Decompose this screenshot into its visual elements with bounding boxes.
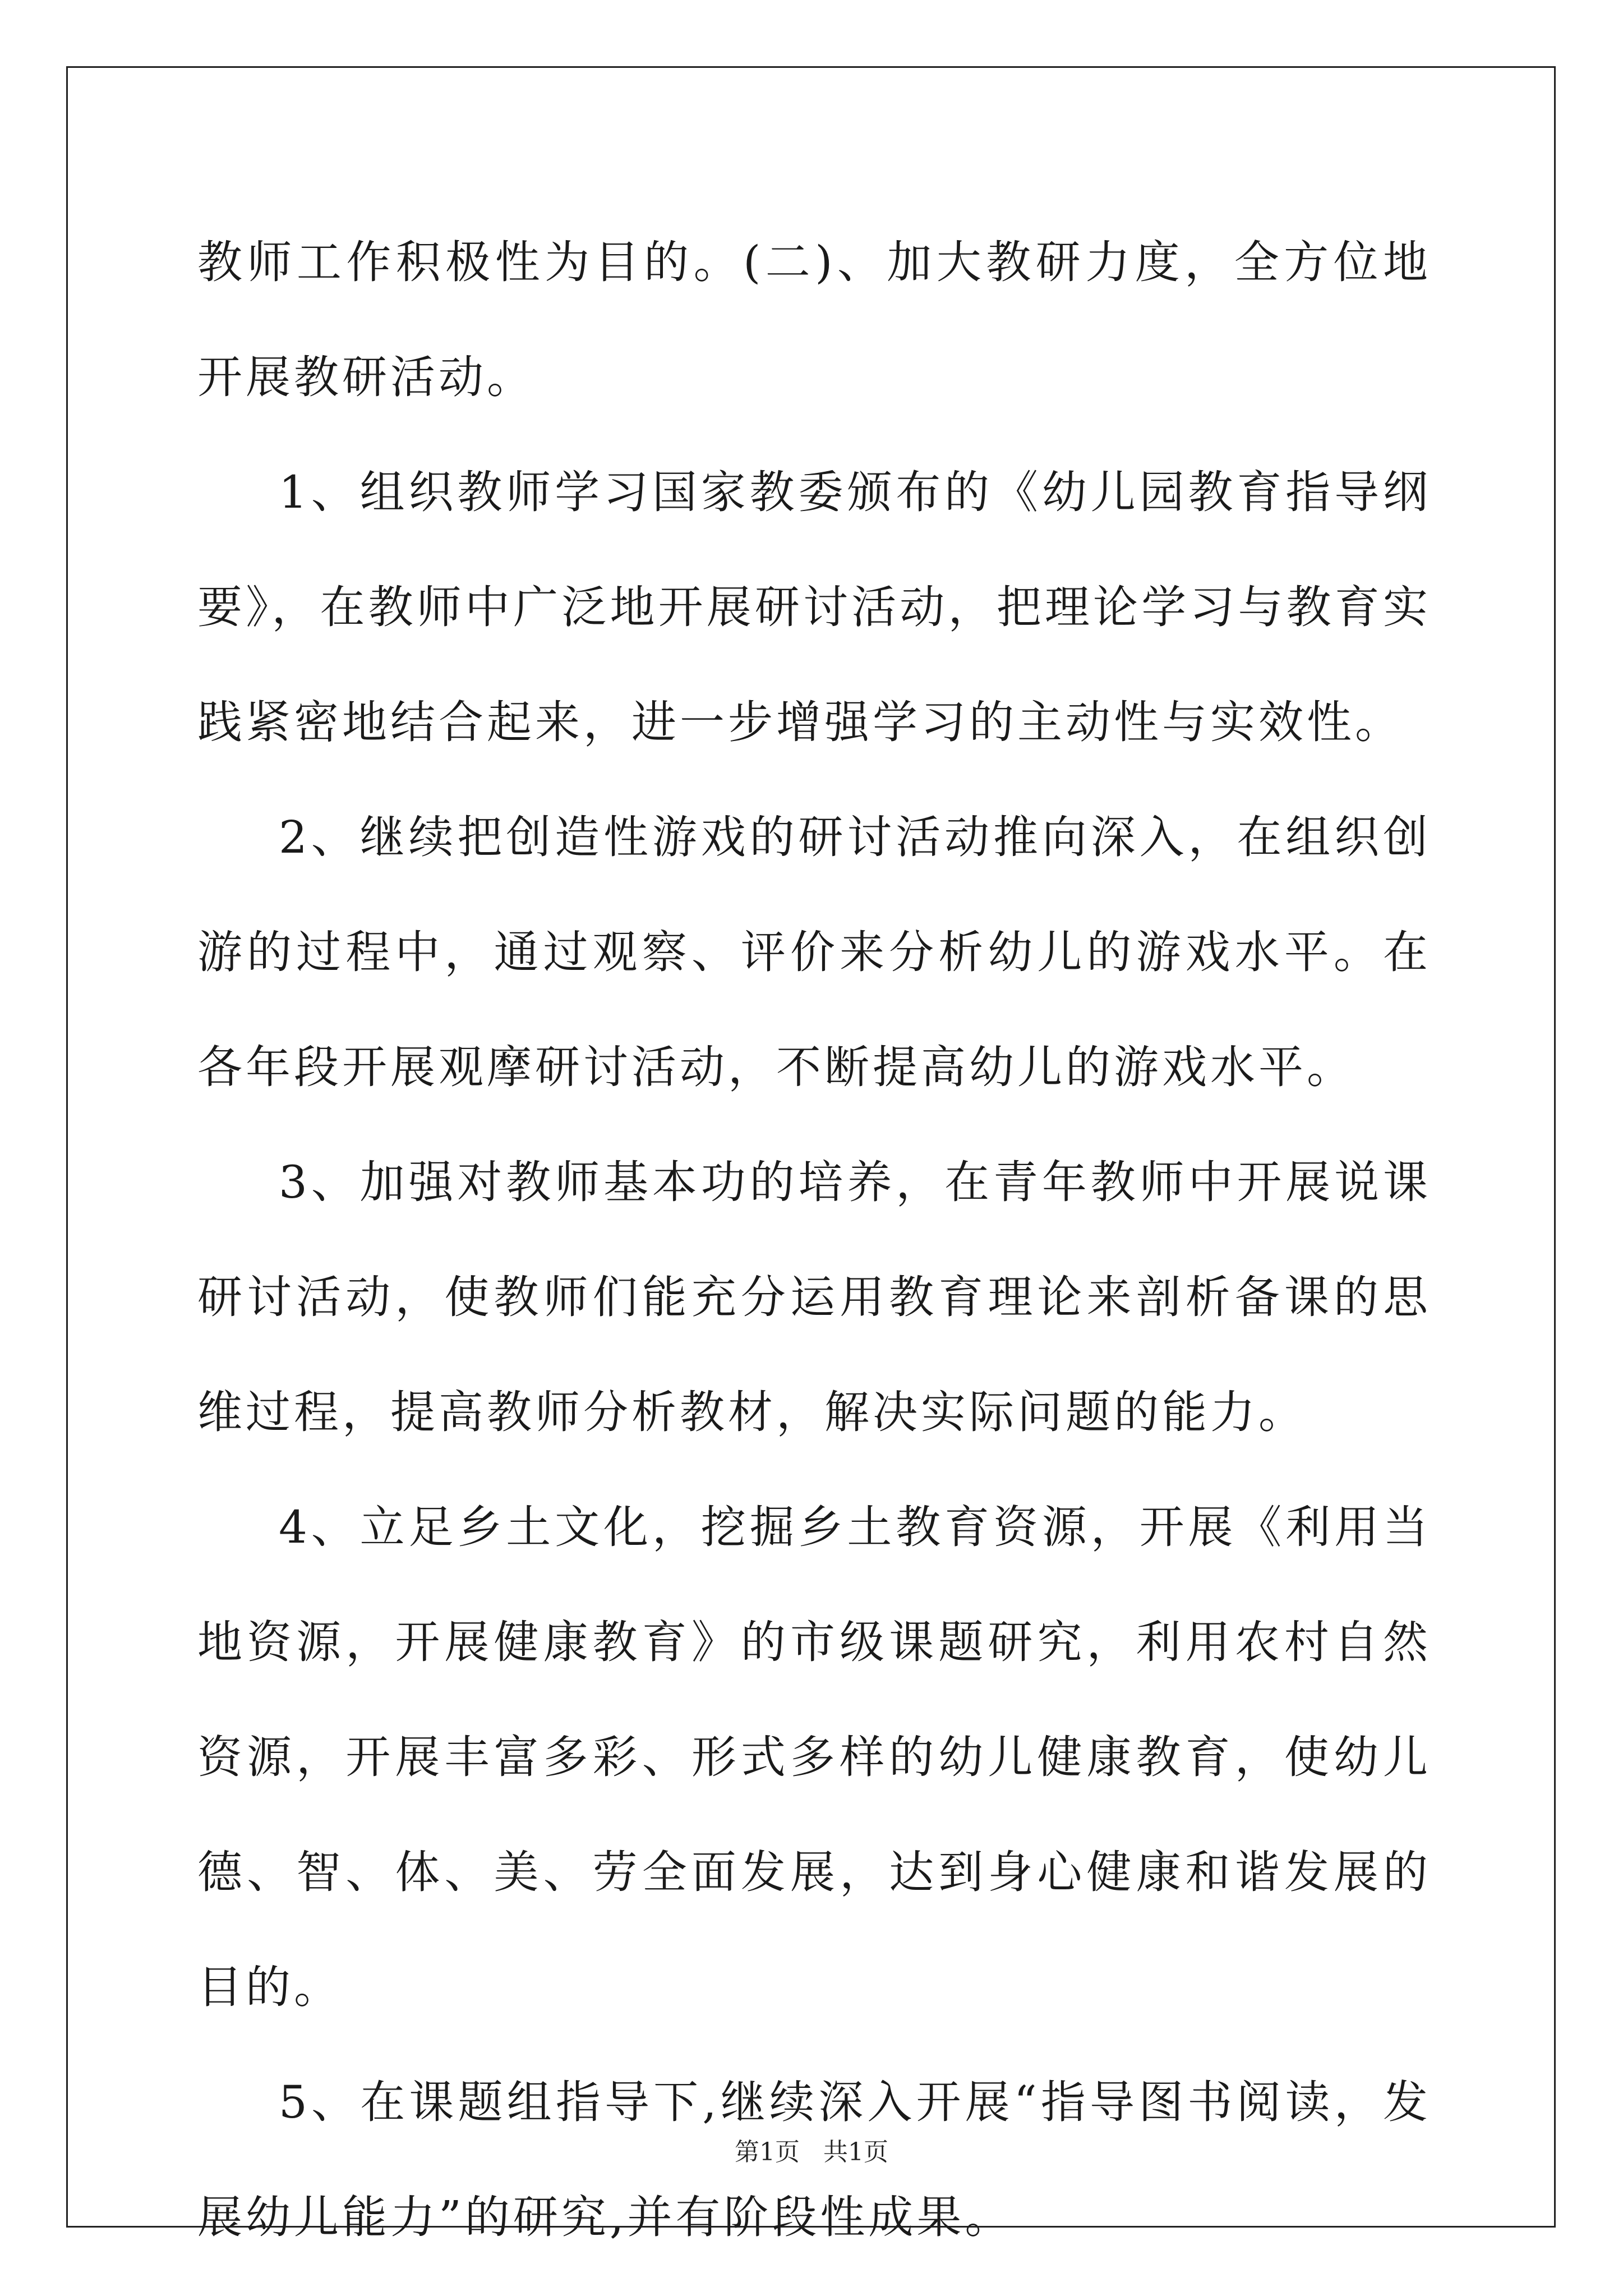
paragraph-item-4: 4、立足乡土文化，挖掘乡土教育资源，开展《利用当地资源，开展健康教育》的市级课题研究，利用农村自然资源，开展丰富多彩、形式多样的幼儿健康教育，使幼儿德、智、体、美、劳全面发展，达到身心健康和谐发展的目的。 (197, 1501, 1431, 2013)
paragraph-intro: 教师工作积极性为目的。(二)、加大教研力度，全方位地开展教研活动。 (197, 236, 1431, 403)
page-footer: 第1页 共1页 (735, 2138, 888, 2166)
paragraph-item-3: 3、加强对教师基本功的培养，在青年教师中开展说课研讨活动，使教师们能充分运用教育理论来剖析备课的思维过程，提高教师分析教材，解决实际问题的能力。 (197, 1156, 1431, 1438)
document-body (197, 205, 1431, 2275)
paragraph-item-5: 5、在课题组指导下,继续深入开展“指导图书阅读，发展幼儿能力”的研究,并有阶段性成果。 (197, 2076, 1431, 2243)
paragraph-item-2: 2、继续把创造性游戏的研讨活动推向深入，在组织创游的过程中，通过观察、评价来分析幼儿的游戏水平。在各年段开展观摩研讨活动，不断提高幼儿的游戏水平。 (197, 811, 1431, 1093)
paragraph-item-1: 1、组织教师学习国家教委颁布的《幼儿园教育指导纲要》，在教师中广泛地开展研讨活动，把理论学习与教育实践紧密地结合起来，进一步增强学习的主动性与实效性。 (197, 466, 1431, 748)
